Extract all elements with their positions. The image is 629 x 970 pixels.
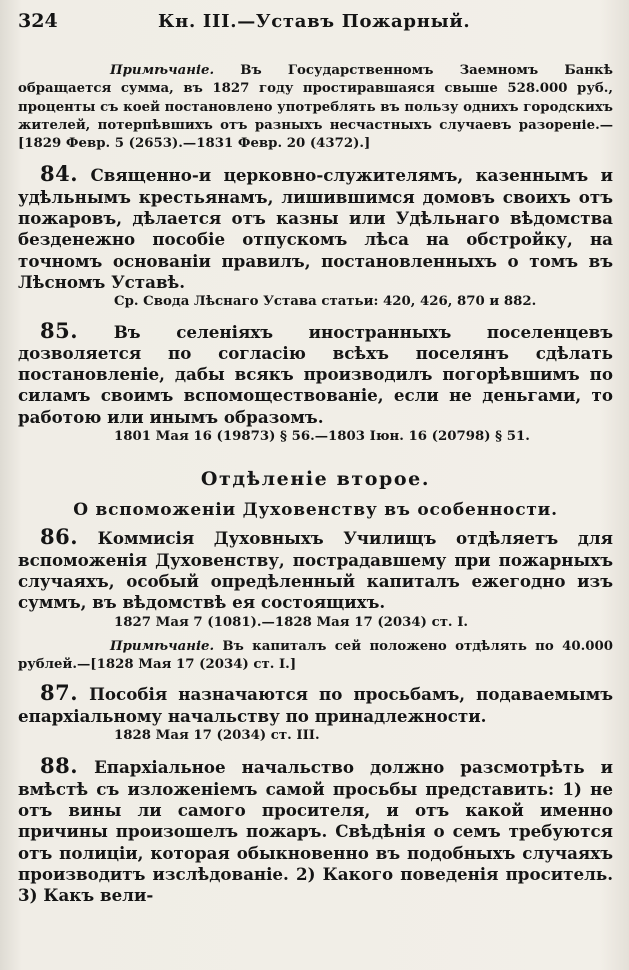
running-title: Кн. III.—Уставъ Пожарный. [158, 11, 471, 32]
article-87-reference: 1828 Мая 17 (2034) ст. III. [114, 728, 320, 744]
article-88-number: 88. [40, 753, 79, 779]
article-85 [18, 317, 613, 428]
article-87-number: 87. [40, 680, 79, 706]
article-86-number: 86. [40, 524, 79, 550]
page-number: 324 [18, 10, 58, 32]
article-87-text: Пособія назначаются по просьбамъ, подаваемымъ епархіальному начальству по принадлежности. [18, 684, 613, 726]
note-2-label: Примѣчаніе. [110, 638, 215, 654]
note-1-text: Въ Государственномъ Заемномъ Банкѣ обращается сумма, въ 1827 году простиравшаяся свыше 528.000 руб., проценты съ коей постановлено употреблять въ пользу однихъ городскихъ жителей, потерпѣвшихъ отъ разныхъ несчастныхъ случаевъ разореніе.— [1829 Февр. 5 (2653).—1831 Февр. 20 (4372).] [18, 63, 613, 152]
article-86 [18, 526, 613, 613]
article-85-text: Въ селеніяхъ иностранныхъ поселенцевъ дозволяется по согласію всѣхъ поселянъ сдѣлать постановленіе, дабы всякъ производилъ погорѣвшимъ по силамъ своимъ вспомоществованіе, если не деньгами, то работою или инымъ образомъ. [18, 321, 613, 427]
article-84 [18, 163, 613, 293]
article-87 [18, 682, 613, 727]
article-86-reference: 1827 Мая 7 (1081).—1828 Мая 17 (2034) ст. I. [114, 614, 469, 630]
article-85-reference: 1801 Мая 16 (19873) § 56.—1803 Іюн. 16 (20798) § 51. [114, 429, 530, 445]
note-2 [18, 638, 613, 675]
article-88 [18, 755, 613, 906]
article-88-text: Епархіальное начальство должно разсмотрѣть и вмѣстѣ съ изложеніемъ самой просьбы представить: 1) не отъ вины ли самого просителя, и отъ какой именно причины произошелъ пожаръ. Свѣдѣнія о семъ требуются отъ полиціи, которая обыкновенно въ подобныхъ случаяхъ производитъ изслѣдованіе. 2) Какого поведенія проситель. 3) Какъ вели- [18, 757, 613, 906]
article-84-number: 84. [40, 161, 79, 187]
note-1 [18, 62, 613, 153]
section-subtitle: О вспоможеніи Духовенству въ особенности. [73, 500, 558, 521]
page-header [18, 10, 613, 44]
article-85-number: 85. [40, 317, 79, 343]
note-2-text: Въ капиталъ сей положено отдѣлять по 40.000 рублей.—[1828 Мая 17 (2034) ст. I.] [18, 638, 613, 673]
article-84-reference: Ср. Свода Лѣснаго Устава статьи: 420, 426, 870 и 882. [114, 294, 537, 310]
section-title: Отдѣленіе второе. [200, 468, 431, 491]
note-1-label: Примѣчаніе. [110, 63, 215, 78]
article-86-text: Коммисія Духовныхъ Училищъ отдѣляетъ для вспоможенія Духовенству, пострадавшему при пожарныхъ случаяхъ, особый опредѣленный капиталъ ежегодно изъ суммъ, въ вѣдомствѣ ея состоящихъ. [18, 528, 613, 613]
article-84-text: Священно-и церковно-служителямъ, казеннымъ и удѣльнымъ крестьянамъ, лишившимся домовъ своихъ отъ пожаровъ, дѣлается отъ казны или Удѣльнаго вѣдомства безденежно пособіе отпускомъ лѣса на обстройку, на точномъ основаніи правилъ, постановленныхъ о томъ въ Лѣсномъ Уставѣ. [18, 165, 613, 292]
